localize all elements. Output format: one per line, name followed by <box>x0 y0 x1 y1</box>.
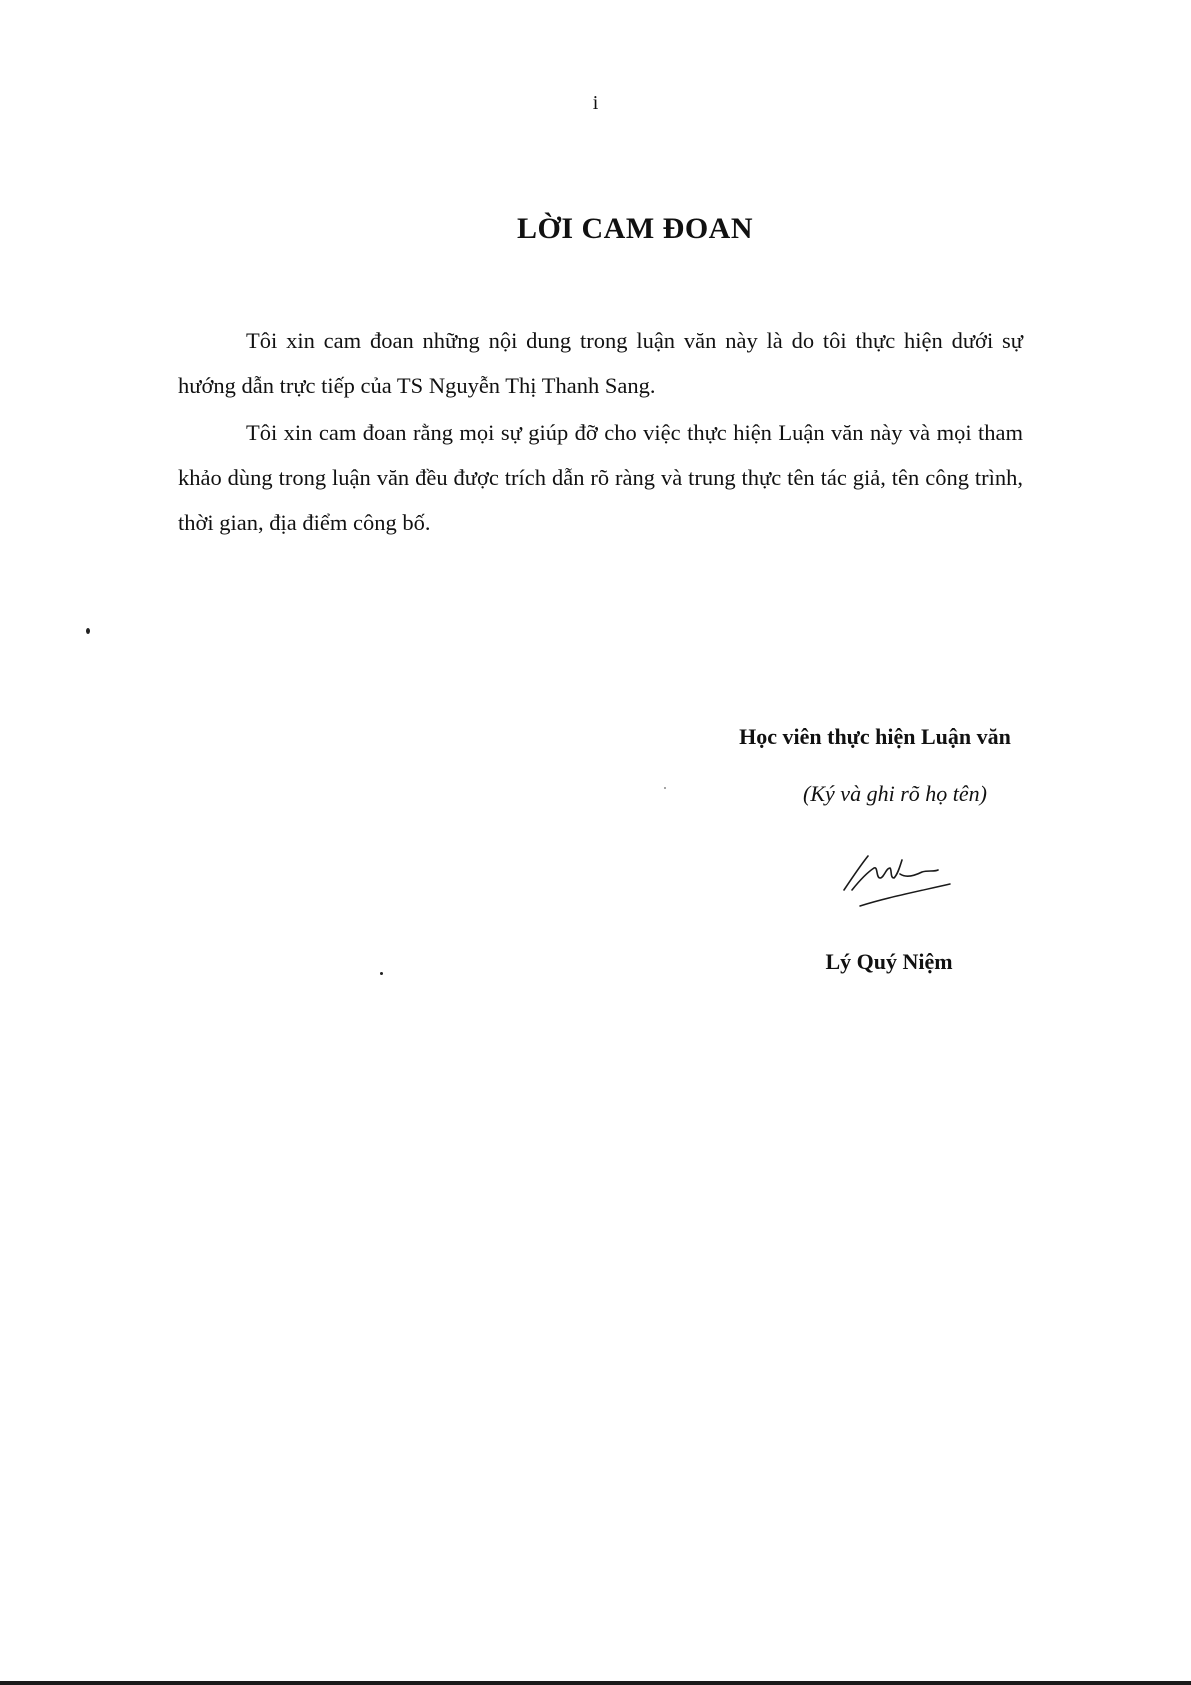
signature-name: Lý Quý Niệm <box>825 949 953 974</box>
handwritten-signature <box>830 838 960 913</box>
scan-speck <box>86 628 90 634</box>
paragraph: Tôi xin cam đoan rằng mọi sự giúp đỡ cho việc thực hiện Luận văn này và mọi tham khảo dùng trong luận văn đều được trích dẫn rõ ràng và trung thực tên tác giả, tên công trình, thời gian, địa điểm công bố. <box>178 420 1023 535</box>
declaration-body <box>178 318 1023 547</box>
scan-speck <box>664 787 666 789</box>
signature-note: (Ký và ghi rõ họ tên) <box>803 781 987 806</box>
paragraph: Tôi xin cam đoan những nội dung trong luận văn này là do tôi thực hiện dưới sự hướng dẫn trực tiếp của TS Nguyễn Thị Thanh Sang. <box>178 328 1023 398</box>
page-title: LỜI CAM ĐOAN <box>517 212 753 245</box>
scan-edge <box>0 1681 1191 1685</box>
page-number: i <box>592 92 599 114</box>
scan-speck <box>380 972 383 975</box>
signature-role: Học viên thực hiện Luận văn <box>739 724 1011 749</box>
